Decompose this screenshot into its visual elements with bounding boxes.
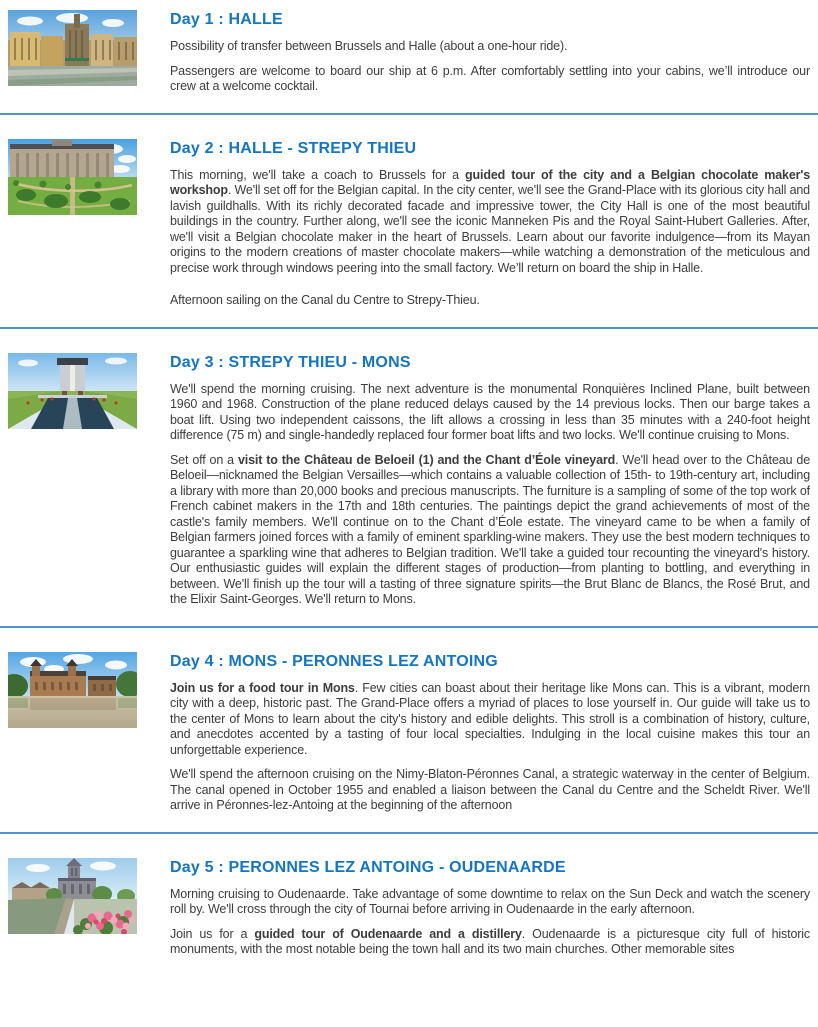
day-2-photo-royal-palace-brussels [8,139,137,215]
text-run: We'll spend the morning cruising. The next adventure is the monumental Ronquières Inclined Plane, built between 1960 and 1968. Construction of the plane reduced delays caused by the 14 previous locks. Then our barge takes a boat lift. Using two independent caissons, the lift allows a crossing in less than 35 minutes with a 240-foot height difference (75 m) and single-handedly replaced four former boat lifts and two locks. We'll continue cruising to Mons. [170,381,810,442]
text-run: . We'll head over to the Château de Beloeil—nicknamed the Belgian Versailles—which contains a valuable collection of 15th- to 19th-century art, including a library with more than 20,000 books and precious manuscripts. The furniture is a sampling of some of the top work of French cabinet makers in the 17th and 18th centuries. The paintings depict the grand achievements of most of the castle's family members. We'll continue on to the Chant d’Éole estate. The vineyard came to be when a family of Belgian farmers joined forces with a family of eminent sparkling-wine makers. They use the best modern techniques to guarantee a sparkling wine that adheres to Belgian tradition. We'll take a guided tour recounting the vineyard's history. Our enthusiastic guides will explain the different stages of production—from planting to bottling, and everything in between. We'll finish up the tour will a tasting of three signature spirits—the Brut Blanc de Blancs, the Rosé Brut, and the Elixir Saint-Georges. We'll return to Mons. [170,452,810,606]
day-1-photo-grand-place-brussels [8,10,137,86]
day-5-photo-oudenaarde [8,858,137,934]
day-5-paragraph-1 [170,887,810,918]
day-5-title: Day 5 : PERONNES LEZ ANTOING - OUDENAARDE [170,858,566,876]
day-4-section [0,628,818,823]
text-run: Possibility of transfer between Brussels and Halle (about a one-hour ride). [170,39,568,53]
day-4-photo-chateau-de-beloeil [8,652,137,728]
text-run-bold: guided tour of the city and a Belgian chocolate maker's workshop [170,167,811,197]
day-4-content [170,652,810,823]
text-run: Afternoon sailing on the Canal du Centre to Strepy-Thieu. [170,293,480,307]
day-1-paragraph-1 [170,39,810,55]
text-run-bold: Join us for a food tour in Mons [170,680,355,695]
day-1-paragraph-2 [170,64,810,95]
text-run-bold: visit to the Château de Beloeil (1) and the Chant d’Éole vineyard [238,452,616,467]
text-run: . Oudenaarde is a picturesque city full of historic monuments, with the most notable being the town hall and its two main churches. Other memorable sites [170,926,810,956]
day-2-content [170,139,810,318]
day-4-title: Day 4 : MONS - PERONNES LEZ ANTOING [170,652,498,670]
text-run: . We'll set off for the Belgian capital. In the city center, we'll see the Grand-Place with its glorious city hall and lavish guildhalls. With its richly decorated facade and impressive tower, the City Hall is one of the most beautiful buildings in the country. Further along, we'll see the iconic Manneken Pis and the Royal Saint-Hubert Galleries. After, we'll visit a Belgian chocolate maker in the heart of Brussels. Learn about our favorite indulgence—from its Mayan origins to the modern creations of master chocolate makers—while watching a demonstration of the meticulous and precise work through windows peering into the small factory. We’ll return on board the ship in Halle. [170,183,810,275]
day-2-section [0,115,818,318]
text-run: We'll spend the afternoon cruising on the Nimy-Blaton-Péronnes Canal, a strategic waterway in the center of Belgium. The canal opened in October 1955 and enabled a liaison between the Canal du Centre and the Scheldt River. We'll arrive in Péronnes-lez-Antoing at the beginning of the afternoon [170,767,810,812]
text-run: . Few cities can boast about their heritage like Mons can. This is a vibrant, modern city with a deep, historic past. The Grand-Place offers a myriad of places to lose yourself in. Our guide will take us to the center of Mons to learn about the city's history and edible delights. This stroll is a combination of history, culture, and anecdotes accented by a tasting of four local specialties. Indulging in the local cuisine makes this tour an unforgettable experience. [170,680,810,757]
day-3-photo-strepy-thieu-boat-lift [8,353,137,429]
day-1-section [0,0,818,104]
day-1-content [170,10,810,104]
day-3-content [170,353,810,617]
day-2-paragraph-1 [170,168,810,277]
day-3-paragraph-1 [170,382,810,444]
day-4-paragraph-2 [170,767,810,814]
day-5-paragraph-2 [170,927,810,958]
day-5-content [170,858,810,967]
day-1-title: Day 1 : HALLE [170,11,283,28]
day-2-paragraph-2 [170,293,810,309]
text-run-bold: guided tour of Oudenaarde and a distillery [254,926,522,941]
text-run: Set off on a [170,452,238,467]
day-4-paragraph-1 [170,681,810,759]
day-3-title: Day 3 : STREPY THIEU - MONS [170,353,411,371]
day-2-title: Day 2 : HALLE - STREPY THIEU [170,139,417,157]
text-run: Join us for a [170,926,255,941]
day-5-section [0,834,818,967]
day-3-section [0,329,818,617]
day-3-paragraph-2 [170,453,810,608]
text-run: Morning cruising to Oudenaarde. Take advantage of some downtime to relax on the Sun Deck and watch the scenery roll by. We'll cross through the city of Tournai before arriving in Oudenaarde in the early afternoon. [170,886,810,916]
text-run: Passengers are welcome to board our ship at 6 p.m. After comfortably settling into your cabins, we’ll introduce our crew at a welcome cocktail. [170,63,810,93]
text-run: This morning, we'll take a coach to Brussels for a [170,167,466,182]
